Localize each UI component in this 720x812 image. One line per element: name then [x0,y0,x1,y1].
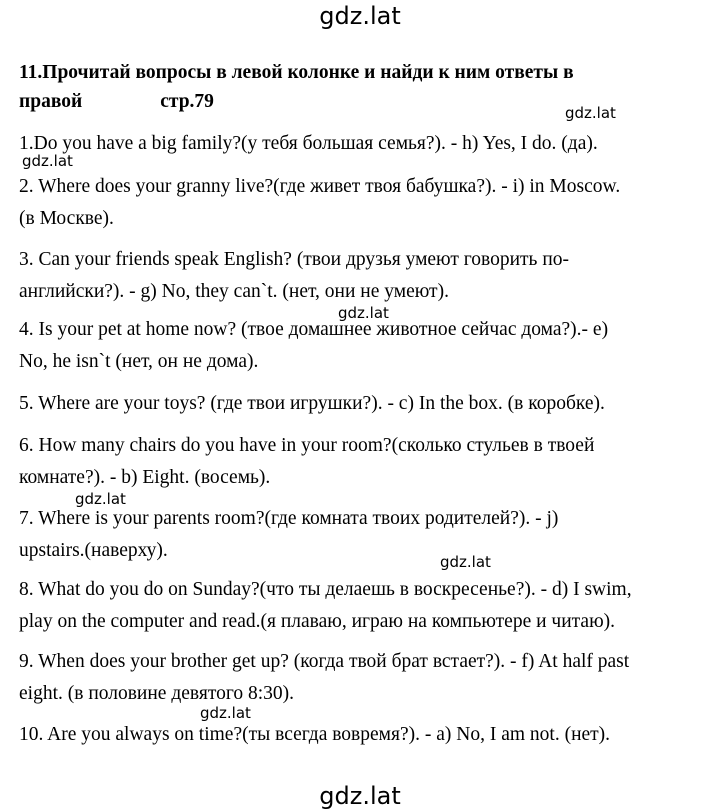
answer-line: 3. Can your friends speak English? (твои друзья умеют говорить по- [19,249,570,270]
answer-item-4 [19,314,709,378]
answer-line: No, he isn`t (нет, он не дома). [19,351,259,372]
answer-line: 7. Where is your parents room?(где комната твоих родителей?). - j) [19,508,559,529]
answer-line: play on the computer and read.(я плаваю, играю на компьютере и читаю). [19,611,616,632]
task-title-word: правой [19,91,83,112]
answer-line: 1.Do you have a big family?(у тебя большая семья?). - h) Yes, I do. (да). [19,133,598,154]
watermark-inline: gdz.lat [338,304,389,322]
answer-line: 5. Where are your toys? (где твои игрушки?). - c) In the box. (в коробке). [19,393,605,414]
watermark-inline: gdz.lat [565,104,616,122]
answer-item-3 [19,244,709,308]
answer-line: 6. How many chairs do you have in your room?(сколько стульев в твоей [19,435,595,456]
answer-item-5 [19,388,709,420]
answer-line: английски?). - g) No, they can`t. (нет, они не умеют). [19,281,449,302]
watermark-inline: gdz.lat [200,704,251,722]
watermark-bottom: gdz.lat [319,782,401,810]
watermark-top: gdz.lat [319,2,401,30]
watermark-inline: gdz.lat [22,152,73,170]
answer-line: eight. (в половине девятого 8:30). [19,683,295,704]
answer-line: 10. Are you always on time?(ты всегда вовремя?). - a) No, I am not. (нет). [19,724,611,745]
watermark-inline: gdz.lat [440,553,491,571]
answer-item-6 [19,430,709,494]
answer-line: 4. Is your pet at home now? (твое домашнее животное сейчас дома?).- e) [19,319,609,340]
answer-line: комнате?). - b) Eight. (восемь). [19,467,271,488]
answer-line: 8. What do you do on Sunday?(что ты делаешь в воскресенье?). - d) I swim, [19,579,632,600]
page-reference: стр.79 [160,91,214,112]
answer-line: (в Москве). [19,208,114,229]
task-title-line1: 11.Прочитай вопросы в левой колонке и найди к ним ответы в [19,62,574,83]
answer-item-7 [19,503,709,567]
answer-item-10 [19,719,709,751]
watermark-inline: gdz.lat [75,490,126,508]
answer-line: upstairs.(наверху). [19,540,168,561]
answer-item-9 [19,646,709,710]
answer-item-2 [19,171,709,235]
answer-item-1 [19,128,709,160]
answer-line: 9. When does your brother get up? (когда твой брат встает?). - f) At half past [19,651,630,672]
answer-line: 2. Where does your granny live?(где живет твоя бабушка?). - i) in Moscow. [19,176,621,197]
answer-item-8 [19,574,709,638]
